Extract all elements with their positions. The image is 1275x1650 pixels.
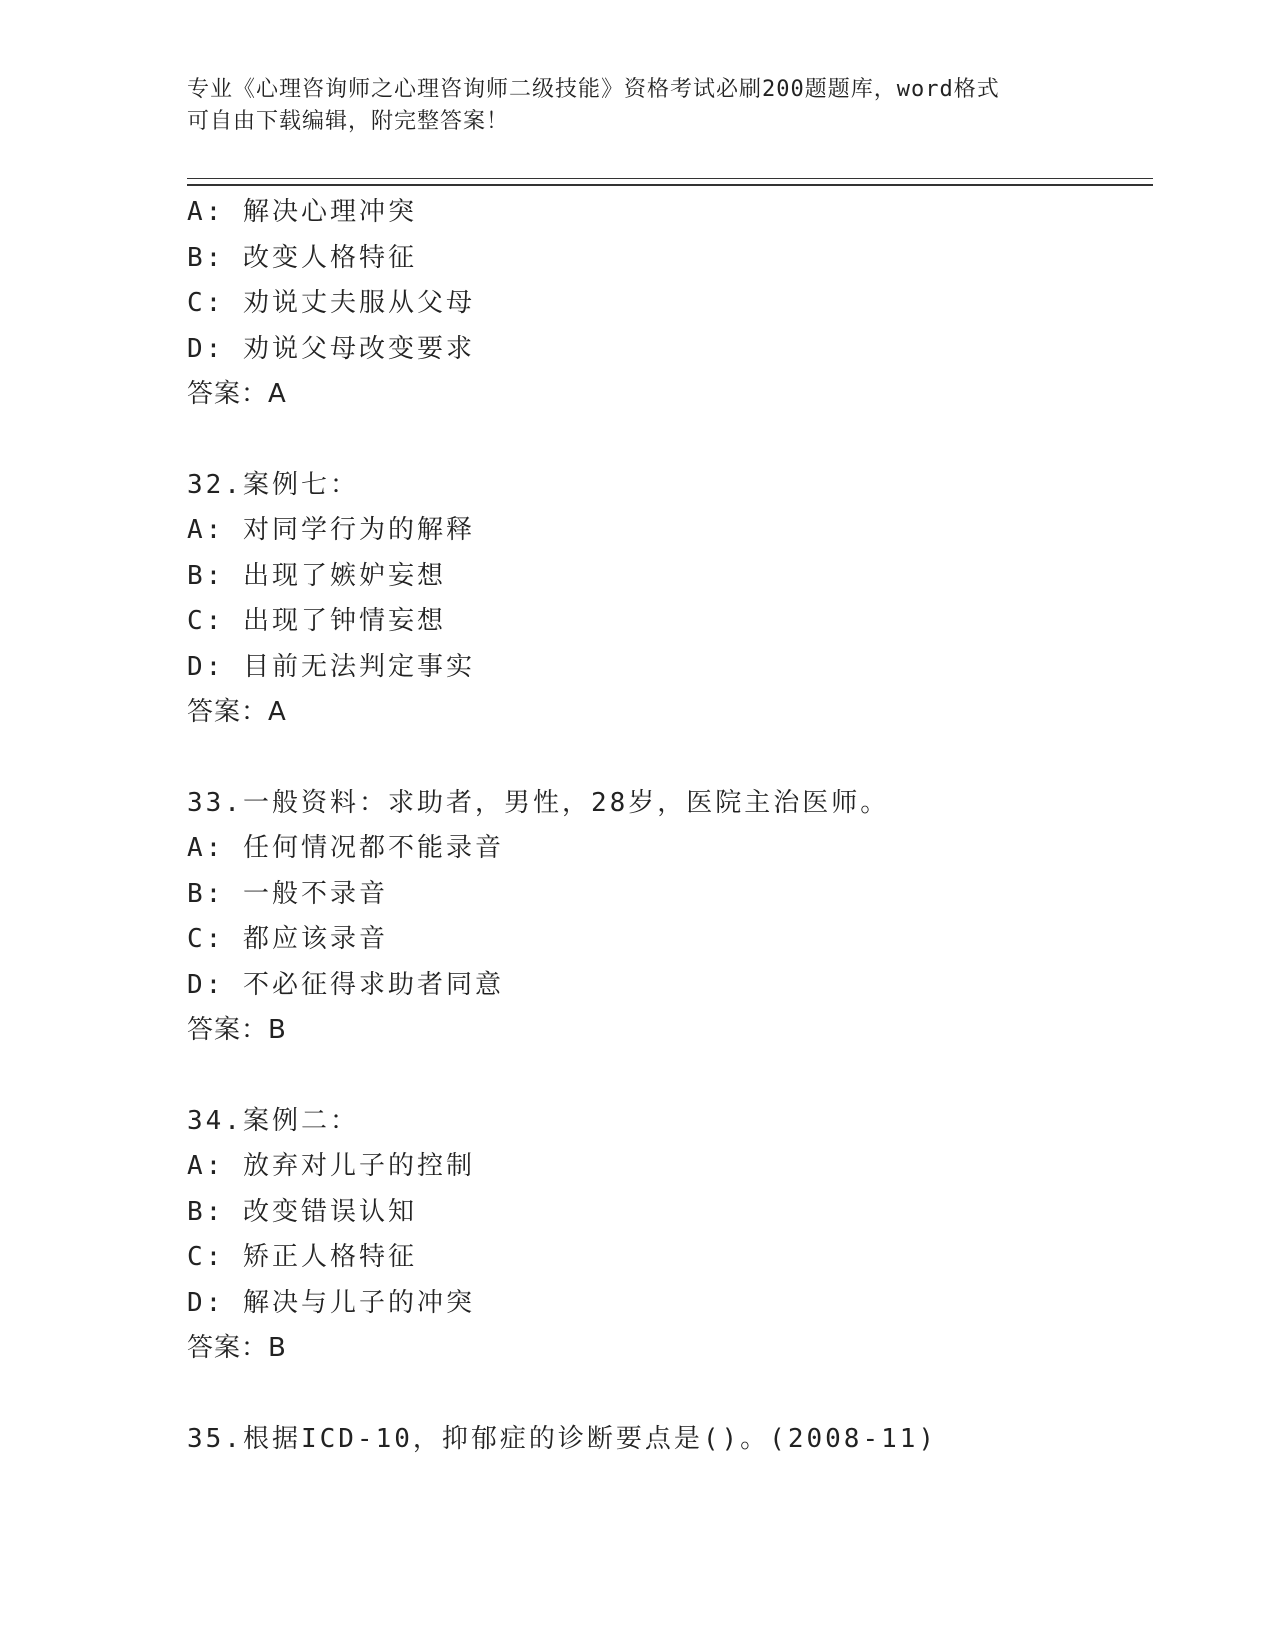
- header-divider: [187, 178, 1153, 186]
- answer-text: 答案：A: [187, 379, 287, 409]
- option-d: D: 劝说父母改变要求: [187, 333, 475, 364]
- option-c: C: 劝说丈夫服从父母: [187, 288, 475, 318]
- option-c: C: 矫正人格特征: [187, 1242, 417, 1272]
- option-c: C: 都应该录音: [187, 924, 388, 954]
- header-line-1: 专业《心理咨询师之心理咨询师二级技能》资格考试必刷200题题库，word格式: [187, 77, 1000, 102]
- document-header: [187, 74, 1087, 138]
- option-d: D: 不必征得求助者同意: [187, 969, 504, 1000]
- option-b: B: 改变错误认知: [187, 1196, 417, 1227]
- option-a: A: 任何情况都不能录音: [187, 833, 504, 863]
- option-b: B: 改变人格特征: [187, 242, 417, 273]
- question-text: 32.案例七：: [187, 469, 359, 500]
- option-b: B: 出现了嫉妒妄想: [187, 560, 446, 591]
- question-text: 34.案例二：: [187, 1105, 359, 1136]
- option-a: A: 对同学行为的解释: [187, 515, 475, 545]
- question-text: 33.一般资料：求助者，男性，28岁，医院主治医师。: [187, 787, 890, 818]
- question-item: [187, 781, 1147, 1054]
- option-a: A: 放弃对儿子的控制: [187, 1151, 475, 1181]
- question-item: [187, 1099, 1147, 1372]
- header-line-2: 可自由下载编辑，附完整答案！: [187, 109, 510, 134]
- option-a: A: 解决心理冲突: [187, 197, 417, 227]
- question-text: 35.根据ICD-10，抑郁症的诊断要点是()。(2008-11): [187, 1423, 938, 1454]
- option-c: C: 出现了钟情妄想: [187, 606, 446, 636]
- answer-text: 答案：B: [187, 1015, 287, 1045]
- question-list: [187, 190, 1147, 1462]
- answer-text: 答案：B: [187, 1333, 287, 1363]
- option-b: B: 一般不录音: [187, 878, 388, 909]
- question-item: [187, 1417, 1147, 1463]
- answer-text: 答案：A: [187, 697, 287, 727]
- question-item: [187, 190, 1147, 418]
- option-d: D: 解决与儿子的冲突: [187, 1287, 475, 1318]
- option-d: D: 目前无法判定事实: [187, 651, 475, 682]
- question-item: [187, 463, 1147, 736]
